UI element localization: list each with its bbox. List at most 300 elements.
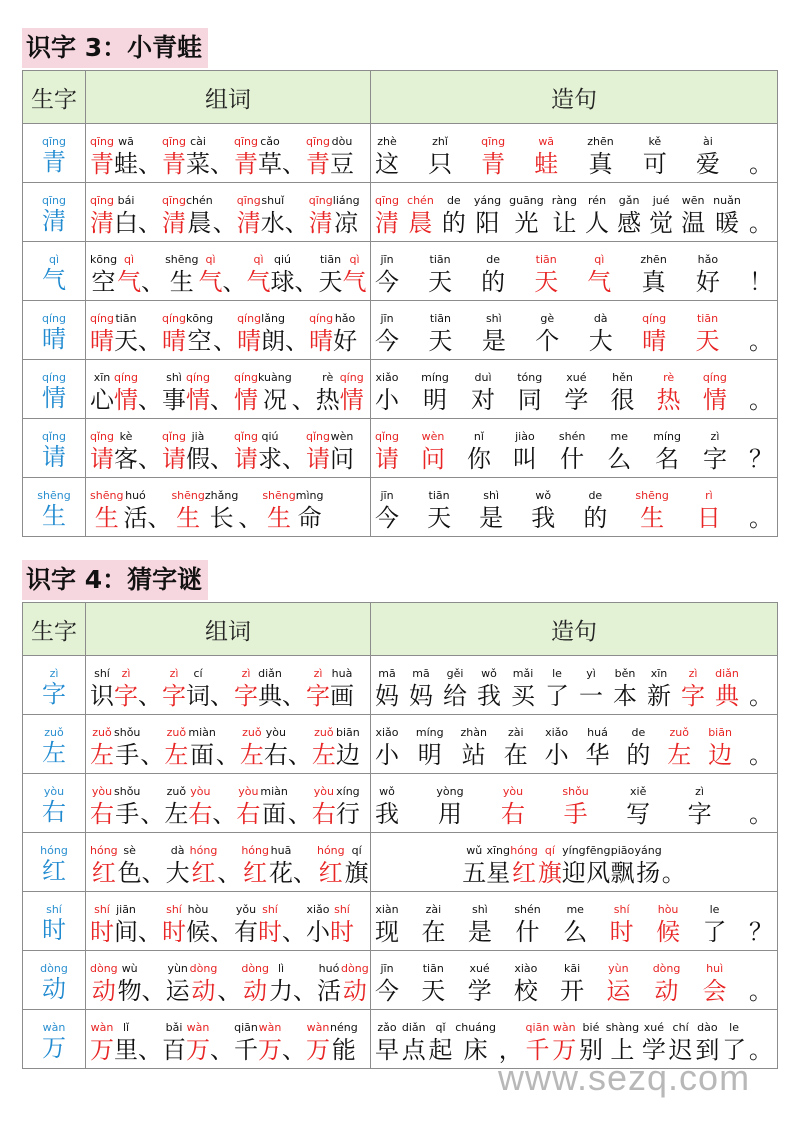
pinyin: qīng [234, 135, 258, 148]
pinyin: qīng [308, 194, 333, 207]
pinyin: bié [582, 1021, 600, 1034]
ruby-char [166, 962, 190, 1006]
ruby-char [237, 312, 261, 356]
ruby-char [749, 726, 773, 770]
pinyin: qíng [186, 371, 210, 384]
ruby-char [749, 962, 773, 1006]
char-pinyin: dòng [40, 962, 68, 975]
table-body [23, 124, 778, 537]
pinyin: xiǎo [375, 726, 399, 739]
ruby-char [186, 903, 210, 947]
pinyin: shén [558, 430, 586, 443]
pinyin: guāng [509, 194, 544, 207]
hanzi: 画 [330, 682, 354, 710]
ruby-char [90, 667, 114, 711]
hanzi: 点 [401, 1036, 426, 1064]
hanzi: 活 [123, 504, 148, 532]
hanzi: 右 [90, 800, 114, 828]
table-row [23, 774, 778, 833]
header-sentence: 造句 [371, 71, 778, 124]
ruby-char [258, 430, 282, 474]
hanzi: 清 [375, 209, 399, 237]
pinyin: hǎo [334, 312, 356, 325]
words-line [86, 124, 370, 182]
ruby-char [118, 844, 142, 888]
ruby-char [213, 312, 237, 356]
ruby-char [477, 667, 501, 711]
char-hanzi: 情 [42, 384, 66, 412]
ruby-char [514, 903, 540, 947]
ruby-char [471, 371, 495, 415]
words-cell [86, 656, 371, 715]
hanzi: 。 [748, 504, 773, 532]
pinyin: wàn [258, 1021, 282, 1034]
pinyin: zhè [377, 135, 397, 148]
char-pinyin: yòu [43, 785, 65, 798]
hanzi: 、 [217, 977, 242, 1005]
pinyin: qì [594, 253, 605, 266]
pinyin: hóng [510, 844, 538, 857]
hanzi: 气 [246, 268, 271, 296]
pinyin: qíng [162, 312, 186, 325]
ruby-char [428, 135, 452, 179]
hanzi: 、 [287, 800, 312, 828]
hanzi: 开 [560, 977, 585, 1005]
ruby-char [186, 312, 213, 356]
hanzi: 凉 [334, 209, 359, 237]
pinyin: qīng [481, 135, 506, 148]
hanzi: 物 [117, 977, 142, 1005]
hanzi: 、 [140, 741, 165, 769]
hanzi: 这 [375, 150, 399, 178]
ruby-char [162, 312, 186, 356]
ruby-char [162, 430, 186, 474]
hanzi: 色 [117, 859, 142, 887]
pinyin: xiǎo [375, 371, 399, 384]
sentence-line [371, 774, 777, 832]
hanzi: 到 [695, 1036, 720, 1064]
ruby-char [442, 194, 466, 238]
pinyin: hóng [90, 844, 118, 857]
sentence-cell [371, 656, 778, 715]
hanzi: 扬 [636, 859, 661, 887]
pinyin: xīng [486, 844, 511, 857]
ruby-char [90, 844, 118, 888]
hanzi: 情 [186, 386, 210, 414]
hanzi: 明 [423, 386, 448, 414]
pinyin: zǎo [377, 1021, 397, 1034]
hanzi: 空 [91, 268, 116, 296]
ruby-char [210, 667, 234, 711]
hanzi: 、 [210, 386, 234, 414]
hanzi: 、 [215, 741, 240, 769]
hanzi: 、 [210, 682, 234, 710]
ruby-char [749, 371, 773, 415]
sentence-line [371, 360, 777, 418]
pinyin: de [446, 194, 461, 207]
hanzi: 百 [162, 1036, 186, 1064]
hanzi: 时 [90, 918, 114, 946]
ruby-char [212, 785, 236, 829]
ruby-char [657, 371, 681, 415]
hanzi: 旗 [344, 859, 369, 887]
words-cell [86, 478, 371, 537]
hanzi: 起 [428, 1036, 453, 1064]
hanzi: 、 [138, 386, 162, 414]
pinyin: cǎo [260, 135, 280, 148]
pinyin: zài [507, 726, 524, 739]
pinyin: de [631, 726, 646, 739]
hanzi: 、 [138, 1036, 162, 1064]
hanzi: 觉 [649, 209, 674, 237]
hanzi: 只 [428, 150, 453, 178]
pinyin: shì [483, 489, 500, 502]
ruby-char [258, 1021, 282, 1065]
pinyin: dòng [90, 962, 118, 975]
words-line [86, 478, 370, 536]
ruby-char [333, 312, 357, 356]
char-hanzi: 左 [42, 739, 66, 767]
ruby-char [114, 726, 140, 770]
pinyin: diǎn [715, 667, 739, 680]
hanzi: 、 [294, 268, 319, 296]
ruby-char [90, 430, 114, 474]
hanzi: 好 [695, 268, 720, 296]
hanzi: 。 [748, 977, 773, 1005]
pinyin: xiào [514, 962, 538, 975]
pinyin: qǐng [162, 430, 186, 443]
ruby-char [486, 844, 510, 888]
ruby-char [117, 253, 141, 297]
pinyin: lǎng [261, 312, 285, 325]
hanzi: 、 [292, 859, 317, 887]
pinyin: qì [253, 253, 264, 266]
ruby-char [234, 135, 258, 179]
ruby-char [375, 194, 399, 238]
ruby-char [309, 312, 333, 356]
pinyin: cài [190, 135, 206, 148]
table-row [23, 242, 778, 301]
ruby-char [190, 844, 218, 888]
char-pinyin: qīng [42, 135, 66, 148]
char-hanzi: 清 [42, 207, 66, 235]
ruby-char [296, 489, 324, 533]
hanzi: 晴 [90, 327, 114, 355]
ruby-char [216, 726, 240, 770]
pinyin: qíng [642, 312, 667, 325]
hanzi: 天 [428, 327, 453, 355]
hanzi: 天 [534, 268, 559, 296]
words-line [86, 892, 370, 950]
ruby-char [330, 430, 354, 474]
words-cell [86, 892, 371, 951]
words-line [86, 715, 370, 773]
ruby-char [534, 135, 558, 179]
ruby-char [514, 962, 538, 1006]
ruby-char [312, 726, 336, 770]
pinyin: shǒu [562, 785, 589, 798]
char-pinyin: wàn [42, 1021, 66, 1034]
hanzi: 迎 [561, 859, 586, 887]
hanzi: 万 [186, 1036, 210, 1064]
ruby-char [142, 844, 166, 888]
pinyin: bǎi [165, 1021, 183, 1034]
pinyin: tiān [428, 489, 450, 502]
ruby-char [262, 489, 295, 533]
ruby-char [295, 253, 319, 297]
pinyin: qǐng [90, 430, 114, 443]
hanzi: 的 [481, 268, 506, 296]
pinyin: hòu [657, 903, 679, 916]
ruby-char [460, 726, 486, 770]
hanzi: 给 [443, 682, 467, 710]
hanzi: 右 [311, 800, 336, 828]
hanzi: 、 [291, 386, 316, 414]
pinyin: qí [544, 844, 555, 857]
ruby-char [306, 135, 330, 179]
pinyin: shén [514, 903, 541, 916]
char-pinyin: zì [49, 667, 59, 680]
hanzi: 对 [471, 386, 496, 414]
hanzi: 菜 [186, 150, 210, 178]
hanzi: 边 [335, 741, 360, 769]
hanzi: 日 [696, 504, 721, 532]
ruby-char [162, 1021, 186, 1065]
pinyin: fēng [585, 844, 611, 857]
ruby-char [123, 489, 147, 533]
hanzi: 长 [209, 504, 234, 532]
sentence-line [371, 656, 777, 714]
pinyin: xué [566, 371, 587, 384]
pinyin: zuǒ [669, 726, 689, 739]
hanzi: 晴 [642, 327, 667, 355]
pinyin: yǒu [235, 903, 257, 916]
hanzi: 很 [610, 386, 635, 414]
pinyin: gěi [446, 667, 464, 680]
ruby-char [534, 253, 558, 297]
hanzi: 请 [306, 445, 330, 473]
hanzi: 妈 [375, 682, 399, 710]
hanzi: 大 [588, 327, 613, 355]
pinyin: hǎo [697, 253, 719, 266]
ruby-char [375, 667, 399, 711]
hanzi: 晴 [237, 327, 262, 355]
pinyin: chí [672, 1021, 689, 1034]
hanzi: 有 [234, 918, 258, 946]
pinyin: hòu [187, 903, 209, 916]
pinyin: jiān [116, 903, 136, 916]
hanzi: 、 [282, 150, 306, 178]
pinyin: tiān [429, 312, 451, 325]
hanzi: 请 [90, 445, 114, 473]
hanzi: 典 [258, 682, 282, 710]
pinyin: tiān [422, 962, 444, 975]
hanzi: 字 [162, 682, 186, 710]
hanzi: 动 [191, 977, 216, 1005]
pinyin: qíng [309, 312, 334, 325]
hanzi: 、 [210, 150, 234, 178]
pinyin: shí [334, 903, 350, 916]
hanzi: 真 [588, 150, 613, 178]
ruby-char [138, 430, 162, 474]
hanzi: ？ [748, 918, 773, 946]
ruby-char [162, 371, 186, 415]
pinyin: dòng [189, 962, 218, 975]
pinyin: qīng [306, 135, 330, 148]
hanzi: 左 [667, 741, 692, 769]
pinyin: shí [94, 667, 110, 680]
hanzi: 。 [749, 682, 773, 710]
ruby-char [343, 253, 367, 297]
ruby-char [421, 430, 445, 474]
hanzi: 今 [375, 327, 399, 355]
hanzi: 、 [212, 800, 237, 828]
ruby-char [90, 253, 117, 297]
ruby-char [162, 667, 186, 711]
hanzi: 里 [114, 1036, 138, 1064]
pinyin: míng [653, 430, 681, 443]
hanzi: 叫 [512, 445, 537, 473]
header-words: 组词 [86, 603, 371, 656]
ruby-char [375, 785, 399, 829]
hanzi: 右 [188, 800, 213, 828]
hanzi: 是 [467, 918, 492, 946]
hanzi: 、 [238, 504, 263, 532]
hanzi: 天 [318, 268, 343, 296]
ruby-char [697, 489, 721, 533]
ruby-char [703, 430, 727, 474]
pinyin: qiān [525, 1021, 550, 1034]
pinyin: lì [277, 962, 285, 975]
ruby-char [428, 312, 452, 356]
hanzi: 温 [681, 209, 706, 237]
hanzi: 红 [191, 859, 216, 887]
pinyin: qǐng [375, 430, 399, 443]
hanzi: 时 [609, 918, 634, 946]
ruby-char [749, 1021, 773, 1065]
ruby-char [162, 903, 186, 947]
hanzi: 同 [517, 386, 542, 414]
vocab-table [22, 602, 778, 1069]
ruby-char [210, 135, 234, 179]
hanzi: 面 [262, 800, 287, 828]
hanzi: 朗 [261, 327, 286, 355]
hanzi: ， [498, 1036, 523, 1064]
ruby-char [749, 430, 773, 474]
sentence-cell [371, 183, 778, 242]
pinyin: chuáng [455, 1021, 496, 1034]
words-cell [86, 301, 371, 360]
pinyin: dà [593, 312, 608, 325]
ruby-char [713, 194, 741, 238]
hanzi: 。 [748, 386, 773, 414]
hanzi: 生 [94, 504, 119, 532]
ruby-char [703, 903, 727, 947]
ruby-char [708, 726, 732, 770]
ruby-char [247, 253, 271, 297]
pinyin: shí [262, 903, 278, 916]
hanzi: 草 [258, 150, 282, 178]
pinyin: mā [412, 667, 430, 680]
pinyin: miàn [260, 785, 288, 798]
hanzi: 天 [428, 268, 453, 296]
hanzi: 、 [140, 800, 165, 828]
ruby-char [188, 726, 215, 770]
pinyin: qì [124, 253, 135, 266]
hanzi: 清 [162, 209, 186, 237]
pinyin: nǐ [473, 430, 484, 443]
ruby-char [186, 667, 210, 711]
hanzi: 间 [114, 918, 138, 946]
ruby-char [190, 962, 218, 1006]
ruby-char [509, 194, 544, 238]
ruby-char [90, 489, 123, 533]
ruby-char [681, 667, 705, 711]
ruby-char [234, 1021, 258, 1065]
ruby-char [217, 844, 241, 888]
ruby-char [306, 903, 330, 947]
pinyin: běn [614, 667, 636, 680]
hanzi: 手 [563, 800, 588, 828]
ruby-char [171, 489, 204, 533]
table-row [23, 656, 778, 715]
ruby-char [559, 430, 585, 474]
pinyin: qīng [90, 135, 114, 148]
ruby-char [164, 726, 188, 770]
ruby-char [642, 312, 666, 356]
pinyin: qíng [114, 371, 138, 384]
words-cell [86, 183, 371, 242]
pinyin: rì [705, 489, 713, 502]
hanzi: 、 [138, 327, 162, 355]
ruby-char [455, 1021, 496, 1065]
hanzi: 今 [375, 977, 399, 1005]
ruby-char [421, 903, 445, 947]
pinyin: zài [425, 903, 442, 916]
ruby-char [481, 253, 505, 297]
words-line [86, 242, 370, 300]
new-char-cell [23, 124, 86, 183]
pinyin: hěn [612, 371, 633, 384]
ruby-char [749, 135, 773, 179]
ruby-char [585, 194, 609, 238]
pinyin: lǐ [122, 1021, 130, 1034]
ruby-char [210, 1021, 234, 1065]
char-pinyin: qíng [42, 312, 66, 325]
pinyin: yáng [634, 844, 662, 857]
ruby-char [421, 962, 445, 1006]
hanzi: 青 [481, 150, 506, 178]
pinyin: yùn [608, 962, 629, 975]
ruby-char [312, 785, 336, 829]
hanzi: 明 [417, 741, 442, 769]
hanzi: 千 [234, 1036, 258, 1064]
pinyin: biān [336, 726, 360, 739]
pinyin: shēng [171, 489, 205, 502]
sentence-line [371, 183, 777, 241]
ruby-char [114, 312, 138, 356]
words-line [86, 1010, 370, 1068]
hanzi: 运 [165, 977, 190, 1005]
pinyin: míng [421, 371, 449, 384]
sentence-cell [371, 892, 778, 951]
ruby-char [656, 903, 680, 947]
pinyin: jīn [380, 312, 394, 325]
pinyin: le [552, 667, 562, 680]
pinyin: xué [643, 1021, 664, 1034]
sentence-cell [371, 360, 778, 419]
pinyin: qīng [90, 194, 114, 207]
